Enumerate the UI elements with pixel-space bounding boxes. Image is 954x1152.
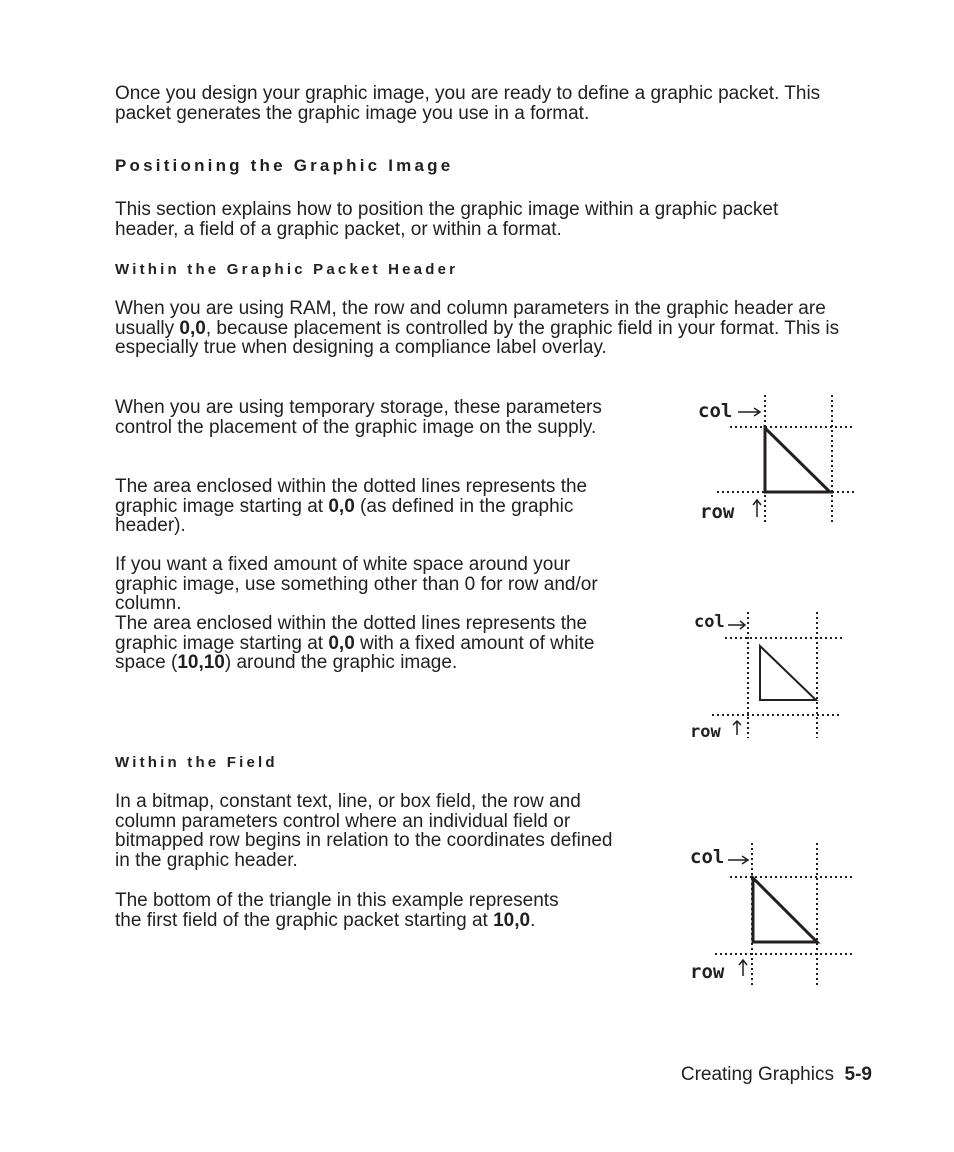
col-label: col (698, 400, 733, 422)
right-arrow-icon (738, 408, 760, 416)
triangle-graphic (760, 646, 816, 700)
row-label: row (700, 501, 735, 523)
right-arrow-icon (728, 856, 748, 864)
diagram-header-origin (698, 395, 855, 523)
subheading-field: Within the Field (115, 754, 278, 771)
row-label: row (690, 961, 725, 983)
section-paragraph: This section explains how to position the graphic image within a graphic packet header, a field of a graphic packet, or within a format. (115, 199, 779, 240)
triangle-paragraph: The bottom of the triangle in this example represents the first field of the graphic packet starting at 10,0. (115, 890, 559, 931)
diagram-white-space (690, 612, 843, 742)
col-label: col (690, 846, 725, 868)
page-footer (681, 1064, 872, 1086)
triangle-graphic (765, 428, 830, 492)
col-label: col (694, 612, 725, 632)
subheading-packet-header: Within the Graphic Packet Header (115, 261, 459, 278)
right-arrow-icon (728, 621, 745, 629)
intro-paragraph: Once you design your graphic image, you are ready to define a graphic packet. This packet generates the graphic image you use in a format. (115, 83, 821, 124)
ram-paragraph: When you are using RAM, the row and column parameters in the graphic header are usually 0,0, because placement is controlled by the graphic field in your format. This is especially true when designing a compliance label overlay. (115, 298, 840, 359)
area-paragraph-1: The area enclosed within the dotted lines represents the graphic image starting at 0,0 (as defined in the graphic header). (115, 476, 588, 537)
up-arrow-icon (739, 960, 747, 976)
page-number: 5-9 (844, 1064, 872, 1085)
up-arrow-icon (733, 721, 741, 735)
up-arrow-icon (753, 500, 761, 517)
diagram-field (690, 843, 855, 988)
white-space-paragraph: If you want a fixed amount of white space around your graphic image, use something other than 0 for row and/or column. (115, 554, 598, 615)
temp-storage-paragraph: When you are using temporary storage, these parameters control the placement of the graphic image on the supply. (115, 397, 602, 438)
area-paragraph-2: The area enclosed within the dotted lines represents the graphic image starting at 0,0 with a fixed amount of white space (10,10) around the graphic image. (115, 613, 595, 674)
field-paragraph: In a bitmap, constant text, line, or box field, the row and column parameters control where an individual field or bitmapped row begins in relation to the coordinates defined in the graphic header. (115, 791, 613, 871)
footer-label: Creating Graphics (680, 1064, 834, 1085)
section-heading: Positioning the Graphic Image (115, 156, 454, 175)
triangle-graphic (753, 878, 817, 942)
row-label: row (690, 722, 721, 742)
